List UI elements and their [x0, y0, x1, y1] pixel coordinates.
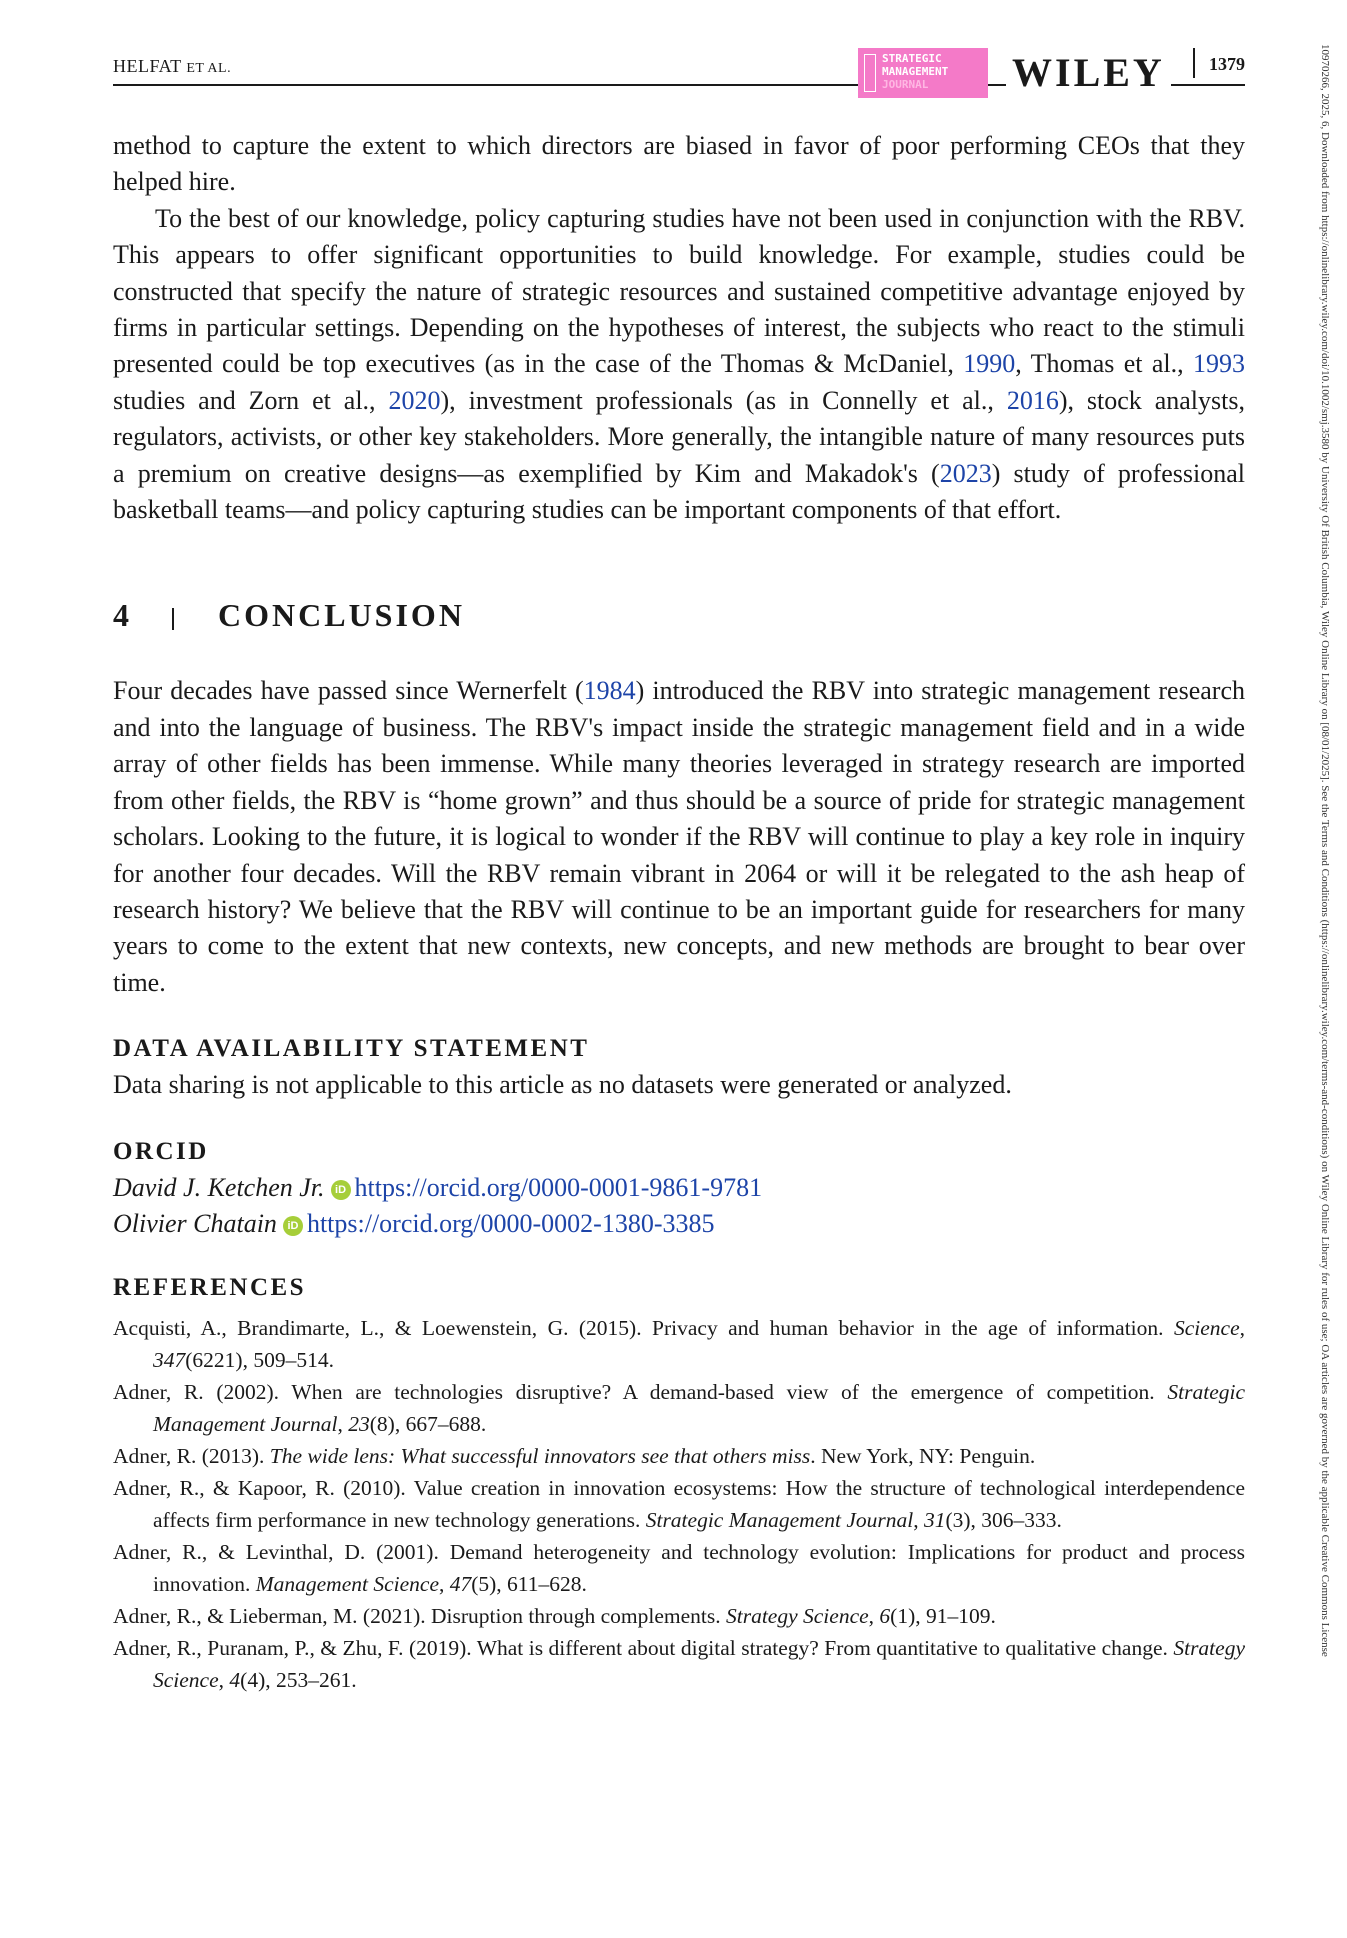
header-author: HELFAT ET AL.: [113, 56, 232, 76]
page-number-bar: [1193, 48, 1195, 78]
text: ,: [1239, 1316, 1245, 1341]
text: ) introduced the RBV into strategic management research and into the language of business. The RBV's impact inside the strategic management field and in a wide array of other fields has been immense. While many theories leveraged in strategy research are imported from other fields, the RBV is “home grown” and thus should be a source of pride for strategic management scholars. Looking to the future, it is logical to wonder if the RBV will continue to play a key role in inquiry for another four decades. Will the RBV remain vibrant in 2064 or will it be relegated to the ash heap of research history? We believe that the RBV will continue to be an important guide for researchers for many years to come to the extent that new contexts, new concepts, and new methods are brought to bear over time.: [113, 676, 1245, 997]
running-header: [113, 48, 1245, 100]
text: Adner, R. (2013).: [113, 1444, 270, 1469]
section-separator: [172, 608, 174, 630]
reference-item: [113, 1440, 1245, 1472]
text: Adner, R., Puranam, P., & Zhu, F. (2019). What is different about digital strategy? From quantitative to qualitative change.: [113, 1636, 1174, 1661]
section-title: CONCLUSION: [218, 597, 465, 634]
text: (5), 611–628.: [471, 1572, 587, 1597]
reference-item: [113, 1472, 1245, 1536]
section-heading: [113, 595, 1245, 635]
citation-link[interactable]: 2023: [939, 458, 992, 488]
journal-title: Strategy Science: [153, 1636, 1245, 1693]
article-body: [113, 128, 1245, 1696]
text: ) study of professional basketball teams—and policy capturing studies can be important components of that effort.: [113, 458, 1245, 525]
volume: 6: [879, 1604, 891, 1629]
orcid-link[interactable]: https://orcid.org/0000-0001-9861-9781: [354, 1172, 763, 1202]
journal-title: Strategic Management Journal: [153, 1380, 1245, 1437]
text: Acquisti, A., Brandimarte, L., & Loewenstein, G. (2015). Privacy and human behavior in the age of information.: [113, 1316, 1174, 1341]
text: . New York, NY: Penguin.: [810, 1444, 1036, 1469]
volume: 23: [348, 1412, 370, 1437]
volume: 4: [229, 1668, 241, 1693]
text: studies and Zorn et al.,: [113, 385, 389, 415]
publisher-logo: WILEY: [1006, 52, 1171, 94]
text: ,: [337, 1412, 349, 1437]
text: ), stock analysts, regulators, activists, or other key stakeholders. More generally, the intangible nature of many resources puts a premium on creative designs—as exemplified by Kim and Makadok's (: [113, 385, 1245, 488]
text: ,: [438, 1572, 450, 1597]
volume: 347: [153, 1348, 186, 1373]
orcid-author-name: Olivier Chatain: [113, 1208, 277, 1238]
text: ,: [868, 1604, 880, 1629]
paragraph: [113, 201, 1245, 529]
text: , Thomas et al.,: [1015, 349, 1193, 379]
text: (3), 306–333.: [945, 1508, 1062, 1533]
journal-title: Strategy Science: [725, 1604, 869, 1629]
orcid-icon: iD: [283, 1216, 303, 1236]
text: Adner, R., & Kapoor, R. (2010). Value creation in innovation ecosystems: How the structure of technological interdependence affects firm performance in new technology generations.: [113, 1476, 1245, 1533]
journal-title: The wide lens: What successful innovators see that others miss: [269, 1444, 811, 1469]
page-number: 1379: [1209, 54, 1245, 74]
volume: 31: [923, 1508, 946, 1533]
orcid-link[interactable]: https://orcid.org/0000-0002-1380-3385: [306, 1208, 715, 1238]
text: Adner, R., & Lieberman, M. (2021). Disruption through complements.: [113, 1604, 726, 1629]
journal-logo-line: JOURNAL: [882, 78, 929, 91]
text: (6221), 509–514.: [185, 1348, 334, 1373]
citation-link[interactable]: 1990: [963, 349, 1016, 379]
section-number: 4: [113, 597, 132, 634]
orcid-icon: iD: [331, 1180, 351, 1200]
reference-item: [113, 1312, 1245, 1376]
volume: 47: [449, 1572, 472, 1597]
reference-item: [113, 1376, 1245, 1440]
orcid-entry: [113, 1170, 1245, 1206]
text: ,: [218, 1668, 230, 1693]
journal-logo-line: STRATEGIC: [882, 52, 942, 65]
journal-title: Management Science: [255, 1572, 439, 1597]
journal-logo-line: MANAGEMENT: [882, 65, 949, 78]
text: (8), 667–688.: [369, 1412, 487, 1437]
orcid-heading: ORCID: [113, 1137, 209, 1165]
data-availability-text: Data sharing is not applicable to this article as no datasets were generated or analyzed.: [113, 1070, 1012, 1100]
reference-item: [113, 1600, 1245, 1632]
text: Four decades have passed since Wernerfelt (: [113, 676, 584, 706]
journal-title: Science: [1173, 1316, 1240, 1341]
reference-item: [113, 1536, 1245, 1600]
download-notice: 10970266, 2025, 6, Downloaded from https://onlinelibrary.wiley.com/doi/10.1002/smj.3580 by University Of British Columbia, Wiley Online Library on [08/01/2025]. See the Terms and Conditions (https://onlinelibrary.wiley.com/terms-and-conditions) on Wiley Online Library for rules of use; OA articles are governed by the applicable Creative Commons License: [1319, 44, 1331, 1657]
journal-logo-mark: [864, 54, 876, 92]
citation-link[interactable]: 1984: [583, 676, 636, 706]
text: ), investment professionals (as in Connelly et al.,: [440, 385, 1007, 415]
citation-link[interactable]: 1993: [1193, 349, 1245, 379]
citation-link[interactable]: 2016: [1006, 385, 1059, 415]
text: Adner, R., & Levinthal, D. (2001). Demand heterogeneity and technology evolution: Implications for product and process innovation.: [113, 1540, 1245, 1597]
journal-logo: [858, 48, 988, 98]
paragraph: method to capture the extent to which directors are biased in favor of poor performing CEOs that they helped hire.: [113, 131, 1245, 197]
text: (4), 253–261.: [240, 1668, 357, 1693]
orcid-author-name: David J. Ketchen Jr.: [113, 1172, 325, 1202]
journal-title: Strategic Management Journal: [645, 1508, 914, 1533]
references-heading: REFERENCES: [113, 1274, 307, 1302]
reference-list: [113, 1312, 1245, 1696]
paragraph: [113, 673, 1245, 1001]
citation-link[interactable]: 2020: [388, 385, 441, 415]
text: Adner, R. (2002). When are technologies disruptive? A demand-based view of the emergence of competition.: [113, 1380, 1168, 1405]
reference-item: [113, 1632, 1245, 1696]
text: To the best of our knowledge, policy capturing studies have not been used in conjunction with the RBV. This appears to offer significant opportunities to build knowledge. For example, studies could be constructed that specify the nature of strategic resources and sustained competitive advantage enjoyed by firms in particular settings. Depending on the hypotheses of interest, the subjects who react to the stimuli presented could be top executives (as in the case of the Thomas & McDaniel,: [113, 203, 1245, 379]
data-availability-heading: DATA AVAILABILITY STATEMENT: [113, 1035, 590, 1063]
text: (1), 91–109.: [890, 1604, 996, 1629]
orcid-entry: [113, 1206, 1245, 1242]
text: ,: [913, 1508, 924, 1533]
